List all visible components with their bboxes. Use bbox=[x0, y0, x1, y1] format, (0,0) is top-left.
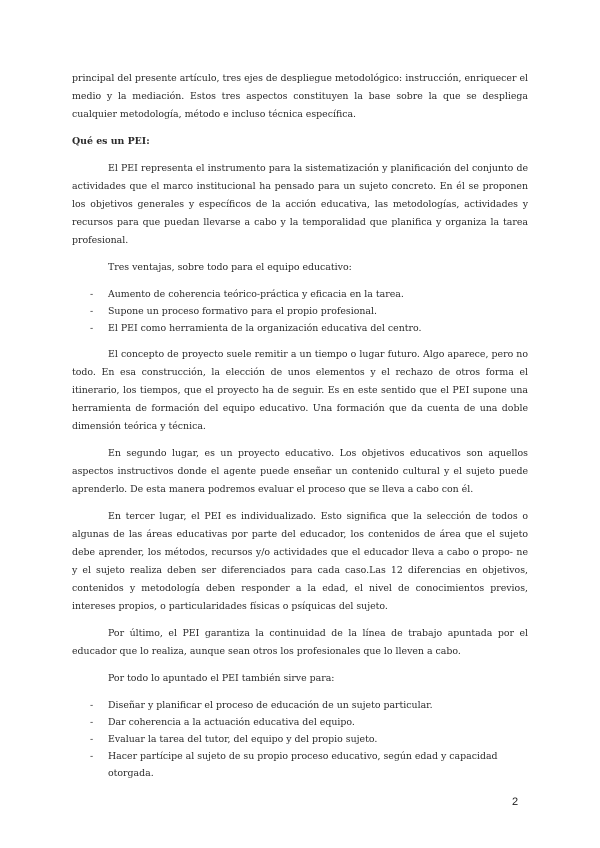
list-dash: - bbox=[90, 323, 94, 334]
list-item bbox=[72, 697, 528, 714]
list-dash: - bbox=[90, 734, 94, 745]
list-item-text: Evaluar la tarea del tutor, del equipo y del propio sujeto. bbox=[108, 734, 378, 745]
paragraph-project-concept: El concepto de proyecto suele remitir a un tiempo o lugar futuro. Algo aparece, pero no todo. En esa construcción, la elección de unos elementos y el rechazo de otros forma el itinerario, los tiempos, que el proyecto ha de seguir. Es en este sentido que el PEI supone una herramienta de formación del equipo educativo. Una formación que da cuenta de una doble dimensión teórica y técnica. bbox=[72, 349, 528, 432]
paragraph-individualized: En tercer lugar, el PEI es individualizado. Esto significa que la selección de todos o algunas de las áreas educativas por parte del educador, los contenidos de área que el sujeto debe aprender, los métodos, recursos y/o actividades que el educador lleva a cabo o propo- ne y el sujeto realiza deben ser diferenciados para cada caso.Las 12 diferencias en objetivos, contenidos y metodología deben responder a la edad, el nivel de conocimientos previos, intereses propios, o particularidades físicas o psíquicas del sujeto. bbox=[72, 511, 528, 612]
paragraph-continuity: Por último, el PEI garantiza la continuidad de la línea de trabajo apuntada por el educador que lo realiza, aunque sean otros los profesionales que lo lleven a cabo. bbox=[72, 628, 528, 657]
paragraph-uses-intro: Por todo lo apuntado el PEI también sirve para: bbox=[108, 673, 335, 684]
document-body bbox=[72, 70, 528, 791]
list-item bbox=[72, 748, 528, 782]
paragraph-definition: El PEI representa el instrumento para la sistematización y planificación del conjunto de actividades que el marco institucional ha pensado para un sujeto concreto. En él se proponen los objetivos generales y específicos de la acción educativa, las metodologías, actividades y recursos para que puedan llevarse a cabo y la temporalidad que planifica y organiza la tarea profesional. bbox=[72, 163, 528, 246]
list-item-text: Hacer partícipe al sujeto de su propio proceso educativo, según edad y capacidad otorgada. bbox=[108, 751, 498, 779]
section-heading: Qué es un PEI: bbox=[72, 136, 150, 147]
advantages-list bbox=[72, 286, 528, 337]
list-item-text: El PEI como herramienta de la organización educativa del centro. bbox=[108, 323, 422, 334]
page-number: 2 bbox=[512, 796, 519, 808]
list-item bbox=[72, 303, 528, 320]
list-item-text: Aumento de coherencia teórico-práctica y eficacia en la tarea. bbox=[108, 289, 404, 300]
list-item-text: Dar coherencia a la actuación educativa del equipo. bbox=[108, 717, 355, 728]
paragraph-advantages-intro: Tres ventajas, sobre todo para el equipo educativo: bbox=[108, 262, 352, 273]
list-item bbox=[72, 714, 528, 731]
list-item bbox=[72, 731, 528, 748]
intro-paragraph: principal del presente artículo, tres ejes de despliegue metodológico: instrucción, enriquecer el medio y la mediación. Estos tres aspectos constituyen la base sobre la que se despliega cualquier metodología, método e incluso técnica específica. bbox=[72, 73, 528, 120]
list-dash: - bbox=[90, 306, 94, 317]
list-dash: - bbox=[90, 751, 94, 762]
list-item bbox=[72, 286, 528, 303]
list-dash: - bbox=[90, 700, 94, 711]
list-item-text: Diseñar y planificar el proceso de educación de un sujeto particular. bbox=[108, 700, 433, 711]
list-item bbox=[72, 320, 528, 337]
paragraph-educational-project: En segundo lugar, es un proyecto educativo. Los objetivos educativos son aquellos aspectos instructivos donde el agente puede enseñar un contenido cultural y el sujeto puede aprenderlo. De esta manera podremos evaluar el proceso que se lleva a cabo con él. bbox=[72, 448, 528, 495]
list-dash: - bbox=[90, 717, 94, 728]
list-dash: - bbox=[90, 289, 94, 300]
list-item-text: Supone un proceso formativo para el propio profesional. bbox=[108, 306, 377, 317]
uses-list bbox=[72, 697, 528, 782]
